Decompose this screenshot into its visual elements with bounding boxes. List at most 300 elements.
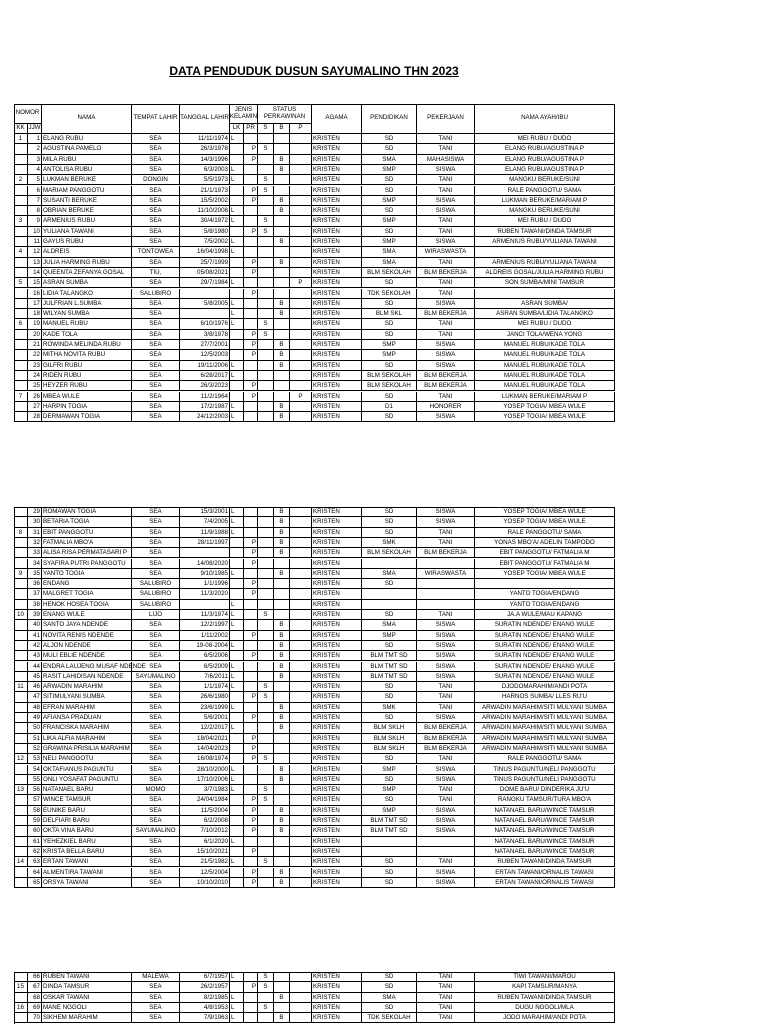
cell-s <box>258 631 274 641</box>
cell-kk <box>14 723 28 733</box>
cell-tanggal-lahir: 17/10/2006 <box>180 775 230 785</box>
table-row <box>14 559 615 569</box>
cell-kk <box>14 289 28 299</box>
cell-p <box>290 641 312 651</box>
cell-nama-ayah-ibu: ELANG RUBU/AGUSTINA P <box>475 155 615 165</box>
cell-agama: KRISTEN <box>312 340 362 350</box>
cell-pr: P <box>244 538 258 548</box>
cell-kk <box>14 155 28 165</box>
table-row <box>14 692 615 702</box>
cell-pendidikan: BLM SEKOLAH <box>362 268 417 278</box>
cell-pendidikan: TDK SEKOLAH <box>362 1013 417 1023</box>
cell-s: S <box>258 216 274 226</box>
cell-b <box>274 610 290 620</box>
cell-tempat-lahir: SEA <box>132 878 180 888</box>
cell-nama: ARMENIUS RUBU <box>42 216 132 226</box>
table-row <box>14 134 615 144</box>
cell-tempat-lahir: SEA <box>132 1013 180 1023</box>
cell-pr <box>244 319 258 329</box>
cell-nama-ayah-ibu: HARNOS SUMBA/ LLES RU'U <box>475 692 615 702</box>
cell-p <box>290 289 312 299</box>
cell-nama-ayah-ibu: ARWADIN MARAHIM/SITI MULYANI SUMBA <box>475 713 615 723</box>
cell-kk <box>14 196 28 206</box>
cell-nama-ayah-ibu: RUBEN TAWANI/DINDA TAMSUR <box>475 993 615 1003</box>
cell-nama-ayah-ibu: MANUEL RUBU/KADE TOLA <box>475 350 615 360</box>
cell-jiw: 9 <box>28 216 42 226</box>
cell-tempat-lahir: SEA <box>132 196 180 206</box>
table-row <box>14 641 615 651</box>
cell-lk: L <box>230 402 244 412</box>
cell-p <box>290 258 312 268</box>
cell-b <box>274 589 290 599</box>
cell-p <box>290 340 312 350</box>
cell-pendidikan: TDK SEKOLAH <box>362 289 417 299</box>
cell-b <box>274 319 290 329</box>
cell-kk <box>14 381 28 391</box>
cell-s <box>258 247 274 257</box>
cell-pendidikan: SD <box>362 775 417 785</box>
table-row <box>14 507 615 517</box>
cell-nama-ayah-ibu: YONAS MBO'A/ ADELIN TAMPODO <box>475 538 615 548</box>
cell-kk: 5 <box>14 278 28 288</box>
cell-b: B <box>274 1013 290 1023</box>
cell-agama: KRISTEN <box>312 993 362 1003</box>
cell-b: B <box>274 672 290 682</box>
cell-lk: L <box>230 412 244 422</box>
cell-nama-ayah-ibu: SURATIN NDENDE/ ENANG WULE <box>475 662 615 672</box>
cell-agama: KRISTEN <box>312 165 362 175</box>
cell-pekerjaan: SISWA <box>417 237 475 247</box>
cell-nama-ayah-ibu: SURATIN NDENDE/ ENANG WULE <box>475 631 615 641</box>
cell-lk: L <box>230 569 244 579</box>
cell-agama: KRISTEN <box>312 402 362 412</box>
cell-agama: KRISTEN <box>312 216 362 226</box>
cell-kk <box>14 340 28 350</box>
cell-jiw: 10 <box>28 227 42 237</box>
cell-p <box>290 589 312 599</box>
cell-nama-ayah-ibu: MANUEL RUBU/KADE TOLA <box>475 340 615 350</box>
cell-agama: KRISTEN <box>312 507 362 517</box>
cell-lk: L <box>230 237 244 247</box>
cell-pekerjaan <box>417 847 475 857</box>
cell-nama: DERMAWAN TOGIA <box>42 412 132 422</box>
cell-nama: SIKHEM MARAHIM <box>42 1013 132 1023</box>
cell-tanggal-lahir: 14/08/2020 <box>180 559 230 569</box>
cell-jiw: 18 <box>28 309 42 319</box>
cell-b: B <box>274 528 290 538</box>
cell-lk <box>230 631 244 641</box>
cell-jiw: 54 <box>28 765 42 775</box>
cell-b <box>274 175 290 185</box>
table-row <box>14 651 615 661</box>
cell-agama: KRISTEN <box>312 350 362 360</box>
cell-pr <box>244 309 258 319</box>
cell-pr: P <box>244 144 258 154</box>
cell-p <box>290 165 312 175</box>
cell-pendidikan: BLM TMT SD <box>362 662 417 672</box>
cell-tanggal-lahir: 1/11/2002 <box>180 631 230 641</box>
cell-s: S <box>258 972 274 982</box>
cell-kk <box>14 268 28 278</box>
cell-jiw: 15 <box>28 278 42 288</box>
cell-nama-ayah-ibu: RUBEN TAWANI/DINDA TAMSUR <box>475 857 615 867</box>
header-nama-ayah-ibu: NAMA AYAH/IBU <box>475 104 615 134</box>
cell-tanggal-lahir: 24/12/2003 <box>180 412 230 422</box>
cell-lk <box>230 186 244 196</box>
cell-pendidikan: SD <box>362 144 417 154</box>
cell-agama: KRISTEN <box>312 175 362 185</box>
cell-lk <box>230 754 244 764</box>
cell-pr: P <box>244 186 258 196</box>
cell-agama: KRISTEN <box>312 837 362 847</box>
cell-pekerjaan: TANI <box>417 186 475 196</box>
table-row <box>14 569 615 579</box>
cell-pr <box>244 610 258 620</box>
cell-jiw: 17 <box>28 299 42 309</box>
cell-pekerjaan: TANI <box>417 258 475 268</box>
cell-p <box>290 350 312 360</box>
cell-pr: P <box>244 847 258 857</box>
cell-pendidikan: BLM SEKOLAH <box>362 371 417 381</box>
cell-pr: P <box>244 734 258 744</box>
cell-tempat-lahir: SEA <box>132 227 180 237</box>
cell-p <box>290 713 312 723</box>
cell-nama-ayah-ibu: MEI RUBU / DUDO <box>475 216 615 226</box>
cell-jiw: 41 <box>28 631 42 641</box>
cell-lk: L <box>230 837 244 847</box>
cell-tempat-lahir: SEA <box>132 723 180 733</box>
cell-b: B <box>274 806 290 816</box>
cell-tanggal-lahir: 7/4/2005 <box>180 517 230 527</box>
table-row <box>14 734 615 744</box>
cell-pekerjaan: TANI <box>417 227 475 237</box>
cell-pendidikan: BLM SKL <box>362 309 417 319</box>
cell-kk <box>14 361 28 371</box>
cell-pekerjaan: BLM BEKERJA <box>417 723 475 733</box>
cell-s <box>258 703 274 713</box>
cell-nama-ayah-ibu: RUBEN TAWANI/DINDA TAMSUR <box>475 227 615 237</box>
cell-kk <box>14 237 28 247</box>
cell-tempat-lahir: SEA <box>132 381 180 391</box>
cell-nama: HARPIN TOGIA <box>42 402 132 412</box>
cell-lk: L <box>230 134 244 144</box>
table-row <box>14 744 615 754</box>
cell-tanggal-lahir: 6/2/2008 <box>180 816 230 826</box>
cell-kk <box>14 775 28 785</box>
table-row <box>14 826 615 836</box>
cell-lk: L <box>230 993 244 1003</box>
cell-b <box>274 144 290 154</box>
cell-lk: L <box>230 361 244 371</box>
cell-tanggal-lahir: 8/2/1985 <box>180 993 230 1003</box>
cell-p <box>290 993 312 1003</box>
cell-p <box>290 216 312 226</box>
cell-nama-ayah-ibu: KAPI TAMSUR/MANYA <box>475 982 615 992</box>
cell-tanggal-lahir: 11/2/1964 <box>180 392 230 402</box>
cell-b <box>274 982 290 992</box>
cell-tanggal-lahir: 6/10/1976 <box>180 319 230 329</box>
cell-nama: RUBEN TAWANI <box>42 972 132 982</box>
cell-lk <box>230 381 244 391</box>
cell-agama: KRISTEN <box>312 589 362 599</box>
cell-pendidikan: SD <box>362 682 417 692</box>
cell-pr: P <box>244 713 258 723</box>
cell-b: B <box>274 258 290 268</box>
cell-pr <box>244 785 258 795</box>
cell-p <box>290 703 312 713</box>
cell-tempat-lahir: DONGIN <box>132 175 180 185</box>
cell-kk: 3 <box>14 216 28 226</box>
cell-pendidikan: SD <box>362 361 417 371</box>
cell-pendidikan: SMP <box>362 806 417 816</box>
cell-lk: L <box>230 620 244 630</box>
cell-pekerjaan: TANI <box>417 278 475 288</box>
cell-b <box>274 289 290 299</box>
cell-agama: KRISTEN <box>312 672 362 682</box>
cell-p <box>290 569 312 579</box>
cell-nama-ayah-ibu: ARMENIUS RUBU/YULIANA TAWANI <box>475 258 615 268</box>
cell-pendidikan: SMP <box>362 765 417 775</box>
cell-lk <box>230 289 244 299</box>
table-row <box>14 765 615 775</box>
cell-nama: ALISA RISA PERMATASARI P <box>42 548 132 558</box>
cell-s: S <box>258 982 274 992</box>
cell-pendidikan: SMP <box>362 216 417 226</box>
cell-s <box>258 775 274 785</box>
cell-pr: P <box>244 795 258 805</box>
cell-kk <box>14 816 28 826</box>
cell-s <box>258 412 274 422</box>
table-row <box>14 268 615 278</box>
cell-nama: JULFRIAN L.SUMBA <box>42 299 132 309</box>
cell-pendidikan: SD <box>362 507 417 517</box>
cell-pr <box>244 517 258 527</box>
cell-b <box>274 795 290 805</box>
cell-pendidikan: SD <box>362 517 417 527</box>
cell-jiw: 64 <box>28 868 42 878</box>
cell-tempat-lahir: SEA <box>132 754 180 764</box>
cell-pr: P <box>244 826 258 836</box>
cell-nama-ayah-ibu: ARWADIN MARAHIM/SITI MULYANI SUMBA <box>475 723 615 733</box>
table-row <box>14 1013 615 1023</box>
cell-agama: KRISTEN <box>312 610 362 620</box>
cell-tanggal-lahir: 26/6/1980 <box>180 692 230 702</box>
table-row <box>14 216 615 226</box>
cell-pendidikan: SMA <box>362 155 417 165</box>
cell-nama-ayah-ibu: ARWADIN MARAHIM/SITI MULYANI SUMBA <box>475 734 615 744</box>
cell-kk: 14 <box>14 857 28 867</box>
cell-b: B <box>274 299 290 309</box>
cell-tanggal-lahir: 15/10/2021 <box>180 847 230 857</box>
cell-s <box>258 206 274 216</box>
cell-nama: WILYAN SUMBA <box>42 309 132 319</box>
cell-b: B <box>274 507 290 517</box>
cell-jiw: 23 <box>28 361 42 371</box>
cell-p <box>290 144 312 154</box>
cell-p <box>290 134 312 144</box>
cell-p <box>290 381 312 391</box>
cell-pekerjaan: SISWA <box>417 816 475 826</box>
table-row <box>14 548 615 558</box>
cell-jiw: 25 <box>28 381 42 391</box>
table-row <box>14 258 615 268</box>
cell-kk <box>14 847 28 857</box>
table-row <box>14 299 615 309</box>
cell-nama: ENANG WULE <box>42 610 132 620</box>
cell-lk: L <box>230 641 244 651</box>
cell-tempat-lahir: SEA <box>132 837 180 847</box>
cell-tanggal-lahir: 9/10/1985 <box>180 569 230 579</box>
cell-pr: P <box>244 692 258 702</box>
cell-jiw: 57 <box>28 795 42 805</box>
cell-agama: KRISTEN <box>312 816 362 826</box>
cell-tanggal-lahir: 10/10/2010 <box>180 878 230 888</box>
cell-p <box>290 795 312 805</box>
cell-s <box>258 837 274 847</box>
cell-tempat-lahir: SEA <box>132 144 180 154</box>
cell-pendidikan: BLM SEKOLAH <box>362 548 417 558</box>
cell-p <box>290 857 312 867</box>
cell-lk <box>230 868 244 878</box>
cell-tempat-lahir: SEA <box>132 186 180 196</box>
cell-p <box>290 692 312 702</box>
table-row <box>14 196 615 206</box>
cell-jiw: 22 <box>28 350 42 360</box>
cell-tempat-lahir: SEA <box>132 350 180 360</box>
cell-kk <box>14 227 28 237</box>
table-row <box>14 620 615 630</box>
cell-kk <box>14 692 28 702</box>
cell-lk <box>230 538 244 548</box>
cell-s: S <box>258 795 274 805</box>
cell-s <box>258 538 274 548</box>
cell-tempat-lahir: SEA <box>132 299 180 309</box>
cell-kk <box>14 672 28 682</box>
cell-s <box>258 734 274 744</box>
cell-lk <box>230 227 244 237</box>
cell-pendidikan: SMK <box>362 538 417 548</box>
cell-p <box>290 610 312 620</box>
cell-nama: SUSANTI BERUKE <box>42 196 132 206</box>
cell-kk <box>14 703 28 713</box>
cell-lk: L <box>230 216 244 226</box>
cell-nama: LIKA ALFIA MARAHIM <box>42 734 132 744</box>
cell-tanggal-lahir: 19/11/2006 <box>180 361 230 371</box>
cell-pekerjaan: TANI <box>417 703 475 713</box>
cell-s <box>258 723 274 733</box>
cell-nama: ORSYA TAWANI <box>42 878 132 888</box>
cell-tempat-lahir: SEA <box>132 765 180 775</box>
table-row <box>14 878 615 888</box>
cell-kk: 1 <box>14 134 28 144</box>
cell-nama-ayah-ibu: DUGU NGGOLI/MLA <box>475 1003 615 1013</box>
header-status-perkawinan: STATUS PERKAWINAN <box>258 104 312 124</box>
cell-tanggal-lahir: 6/5/2009 <box>180 662 230 672</box>
cell-pekerjaan: TANI <box>417 319 475 329</box>
cell-agama: KRISTEN <box>312 754 362 764</box>
cell-tanggal-lahir: 19-08-2004 <box>180 641 230 651</box>
cell-kk: 8 <box>14 528 28 538</box>
cell-tempat-lahir: SEA <box>132 795 180 805</box>
cell-pr <box>244 662 258 672</box>
cell-kk: 2 <box>14 175 28 185</box>
cell-tanggal-lahir: 1/1/1996 <box>180 579 230 589</box>
cell-p <box>290 1013 312 1023</box>
cell-b: B <box>274 340 290 350</box>
cell-nama-ayah-ibu: ASRAN SUMBA/ <box>475 299 615 309</box>
cell-nama-ayah-ibu: EBIT PANGGOTU/ FATMALIA M <box>475 559 615 569</box>
cell-pr: P <box>244 196 258 206</box>
cell-pekerjaan: TANI <box>417 289 475 299</box>
cell-pr <box>244 1003 258 1013</box>
cell-pr: P <box>244 982 258 992</box>
cell-tanggal-lahir: 6/3/2003 <box>180 165 230 175</box>
cell-jiw: 45 <box>28 672 42 682</box>
cell-agama: KRISTEN <box>312 631 362 641</box>
cell-pr: P <box>244 268 258 278</box>
cell-nama-ayah-ibu: EBIT PANGGOTU/ FATMALIA M <box>475 548 615 558</box>
cell-s <box>258 620 274 630</box>
cell-kk: 16 <box>14 1003 28 1013</box>
cell-lk <box>230 847 244 857</box>
cell-agama: KRISTEN <box>312 155 362 165</box>
cell-jiw: 28 <box>28 412 42 422</box>
cell-lk: L <box>230 371 244 381</box>
cell-agama: KRISTEN <box>312 785 362 795</box>
cell-p <box>290 1003 312 1013</box>
cell-pekerjaan: SISWA <box>417 641 475 651</box>
cell-kk: 11 <box>14 682 28 692</box>
cell-pekerjaan: TANI <box>417 538 475 548</box>
cell-s <box>258 278 274 288</box>
header-jenis-kelamin: JENIS KELAMIN <box>230 104 258 124</box>
cell-s <box>258 155 274 165</box>
cell-p <box>290 330 312 340</box>
cell-tanggal-lahir: 6/28/2017 <box>180 371 230 381</box>
table-row <box>14 155 615 165</box>
cell-nama: HENOK HOSEA TOGIA <box>42 600 132 610</box>
cell-jiw: 43 <box>28 651 42 661</box>
table-row <box>14 837 615 847</box>
cell-pendidikan: SMA <box>362 258 417 268</box>
cell-tanggal-lahir: 11/3/1974 <box>180 610 230 620</box>
cell-jiw: 31 <box>28 528 42 538</box>
cell-pr <box>244 703 258 713</box>
cell-agama: KRISTEN <box>312 1003 362 1013</box>
cell-nama-ayah-ibu: ALDREIS GOSAL/JULIA HARMING RUBU <box>475 268 615 278</box>
cell-p <box>290 868 312 878</box>
cell-nama-ayah-ibu: RALE PANGGOTU/ SAMA <box>475 754 615 764</box>
cell-tanggal-lahir: 7/10/2012 <box>180 826 230 836</box>
cell-pekerjaan: TANI <box>417 528 475 538</box>
table-row <box>14 517 615 527</box>
table-row <box>14 600 615 610</box>
cell-agama: KRISTEN <box>312 620 362 630</box>
table-row <box>14 227 615 237</box>
cell-agama: KRISTEN <box>312 258 362 268</box>
cell-jiw: 36 <box>28 579 42 589</box>
cell-agama: KRISTEN <box>312 247 362 257</box>
cell-pendidikan: SD <box>362 186 417 196</box>
cell-nama-ayah-ibu: RANGKU TAMSUR/TURA MBO'A <box>475 795 615 805</box>
cell-tempat-lahir: SEA <box>132 392 180 402</box>
table-row <box>14 319 615 329</box>
cell-kk <box>14 206 28 216</box>
cell-s <box>258 569 274 579</box>
cell-p <box>290 806 312 816</box>
cell-kk <box>14 517 28 527</box>
cell-jiw: 39 <box>28 610 42 620</box>
